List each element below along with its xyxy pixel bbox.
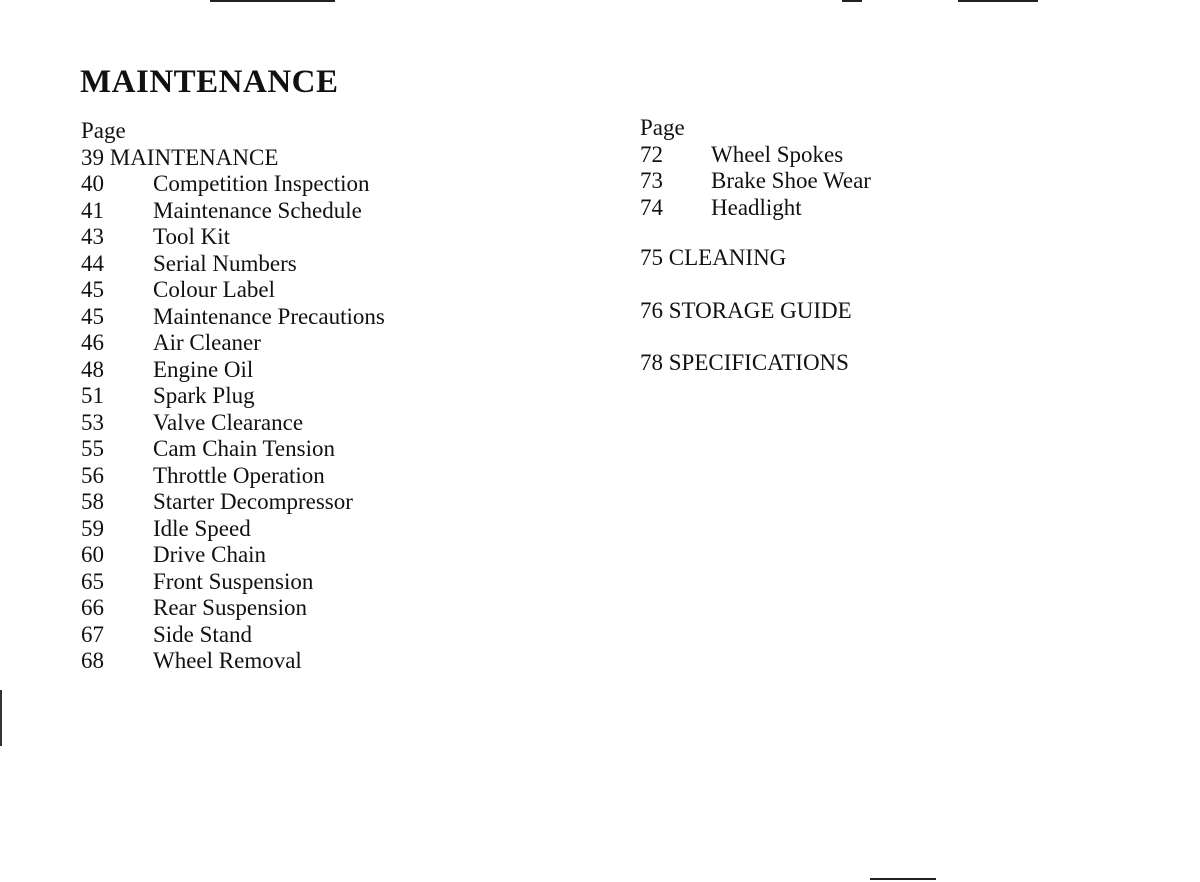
toc-entry-page: 74	[640, 194, 663, 220]
toc-entry-page: 68	[81, 648, 104, 673]
toc-section-label: CLEANING	[668, 245, 787, 270]
toc-entry-label: Throttle Operation	[153, 462, 325, 488]
toc-section[interactable]	[640, 350, 1060, 377]
toc-entry[interactable]	[81, 489, 541, 516]
scan-artifact-line	[958, 0, 1038, 2]
toc-entry[interactable]	[81, 224, 541, 251]
toc-left-entries	[81, 171, 541, 675]
toc-entry-label: Spark Plug	[153, 383, 255, 408]
toc-entry[interactable]	[81, 569, 541, 596]
toc-entry-label: Engine Oil	[153, 356, 254, 382]
toc-entry[interactable]	[81, 198, 541, 225]
toc-section-maintenance[interactable]	[81, 145, 541, 172]
toc-entry-label: Colour Label	[153, 277, 275, 302]
toc-entry-page: 66	[81, 595, 104, 620]
toc-section-page: 39	[81, 144, 104, 170]
toc-right-column	[640, 115, 1060, 377]
toc-entry-label: Idle Speed	[153, 515, 251, 541]
toc-entry-page: 45	[81, 303, 104, 329]
toc-entry[interactable]	[81, 595, 541, 622]
toc-entry-label: Tool Kit	[153, 224, 230, 249]
toc-entry-page: 51	[81, 383, 104, 408]
toc-entry[interactable]	[81, 357, 541, 384]
toc-entry[interactable]	[81, 622, 541, 649]
toc-entry-label: Drive Chain	[153, 542, 267, 567]
toc-section[interactable]	[640, 298, 1060, 325]
toc-entry-label: Rear Suspension	[153, 595, 307, 620]
toc-entry-page: 72	[640, 141, 663, 167]
toc-entry-page: 44	[81, 250, 104, 276]
toc-entry-page: 55	[81, 436, 104, 461]
toc-entry-page: 58	[81, 489, 104, 514]
page-column-header: Page	[640, 115, 685, 140]
toc-entry[interactable]	[81, 277, 541, 304]
toc-section-label: SPECIFICATIONS	[668, 350, 849, 375]
toc-entry[interactable]	[81, 304, 541, 331]
toc-entry[interactable]	[81, 542, 541, 569]
toc-entry[interactable]	[81, 330, 541, 357]
toc-entry-label: Serial Numbers	[153, 250, 297, 276]
toc-entry-page: 53	[81, 409, 104, 435]
toc-entry[interactable]	[81, 383, 541, 410]
toc-entry-label: Headlight	[711, 194, 802, 220]
toc-entry[interactable]	[640, 168, 1060, 195]
toc-entry-label: Competition Inspection	[153, 171, 370, 196]
toc-entry-page: 67	[81, 621, 104, 647]
toc-entry-page: 60	[81, 542, 104, 567]
toc-entry[interactable]	[81, 251, 541, 278]
toc-entry-page: 59	[81, 515, 104, 541]
toc-section[interactable]	[640, 245, 1060, 272]
toc-entry-label: Starter Decompressor	[153, 489, 353, 514]
toc-section-label: STORAGE GUIDE	[668, 297, 852, 323]
toc-entry-page: 41	[81, 197, 104, 223]
toc-entry-label: Maintenance Schedule	[153, 197, 362, 223]
toc-entry-page: 73	[640, 168, 663, 193]
toc-entry[interactable]	[81, 436, 541, 463]
toc-entry-page: 46	[81, 330, 104, 355]
toc-right-entries	[640, 142, 1060, 222]
toc-left-column	[81, 118, 541, 675]
page-column-header: Page	[81, 118, 126, 143]
scan-artifact-line	[842, 0, 862, 2]
toc-entry-label: Side Stand	[153, 621, 253, 647]
toc-entry[interactable]	[81, 516, 541, 543]
toc-entry[interactable]	[640, 195, 1060, 222]
toc-section-page: 78	[640, 350, 663, 375]
toc-entry-page: 40	[81, 171, 104, 196]
toc-entry-label: Cam Chain Tension	[153, 436, 335, 461]
toc-entry[interactable]	[640, 142, 1060, 169]
toc-section-page: 76	[640, 297, 663, 323]
toc-entry[interactable]	[81, 410, 541, 437]
toc-entry[interactable]	[81, 463, 541, 490]
toc-entry-label: Valve Clearance	[153, 409, 304, 435]
scan-artifact-line	[870, 878, 936, 880]
toc-entry-label: Maintenance Precautions	[153, 303, 385, 329]
page-title: MAINTENANCE	[80, 64, 339, 100]
toc-entry[interactable]	[81, 171, 541, 198]
toc-entry[interactable]	[81, 648, 541, 675]
scan-edge-mark	[0, 690, 2, 746]
toc-entry-page: 65	[81, 568, 104, 594]
toc-entry-page: 56	[81, 462, 104, 488]
toc-entry-label: Wheel Spokes	[711, 141, 844, 167]
toc-entry-page: 43	[81, 224, 104, 249]
scan-artifact-line	[210, 0, 335, 2]
toc-section-label: MAINTENANCE	[109, 144, 279, 170]
toc-entry-label: Air Cleaner	[153, 330, 261, 355]
toc-entry-label: Wheel Removal	[153, 648, 302, 673]
toc-right-sections	[640, 245, 1060, 377]
toc-section-page: 75	[640, 245, 663, 270]
toc-entry-page: 45	[81, 277, 104, 302]
toc-entry-label: Front Suspension	[153, 568, 314, 594]
toc-entry-page: 48	[81, 356, 104, 382]
toc-entry-label: Brake Shoe Wear	[711, 168, 871, 193]
